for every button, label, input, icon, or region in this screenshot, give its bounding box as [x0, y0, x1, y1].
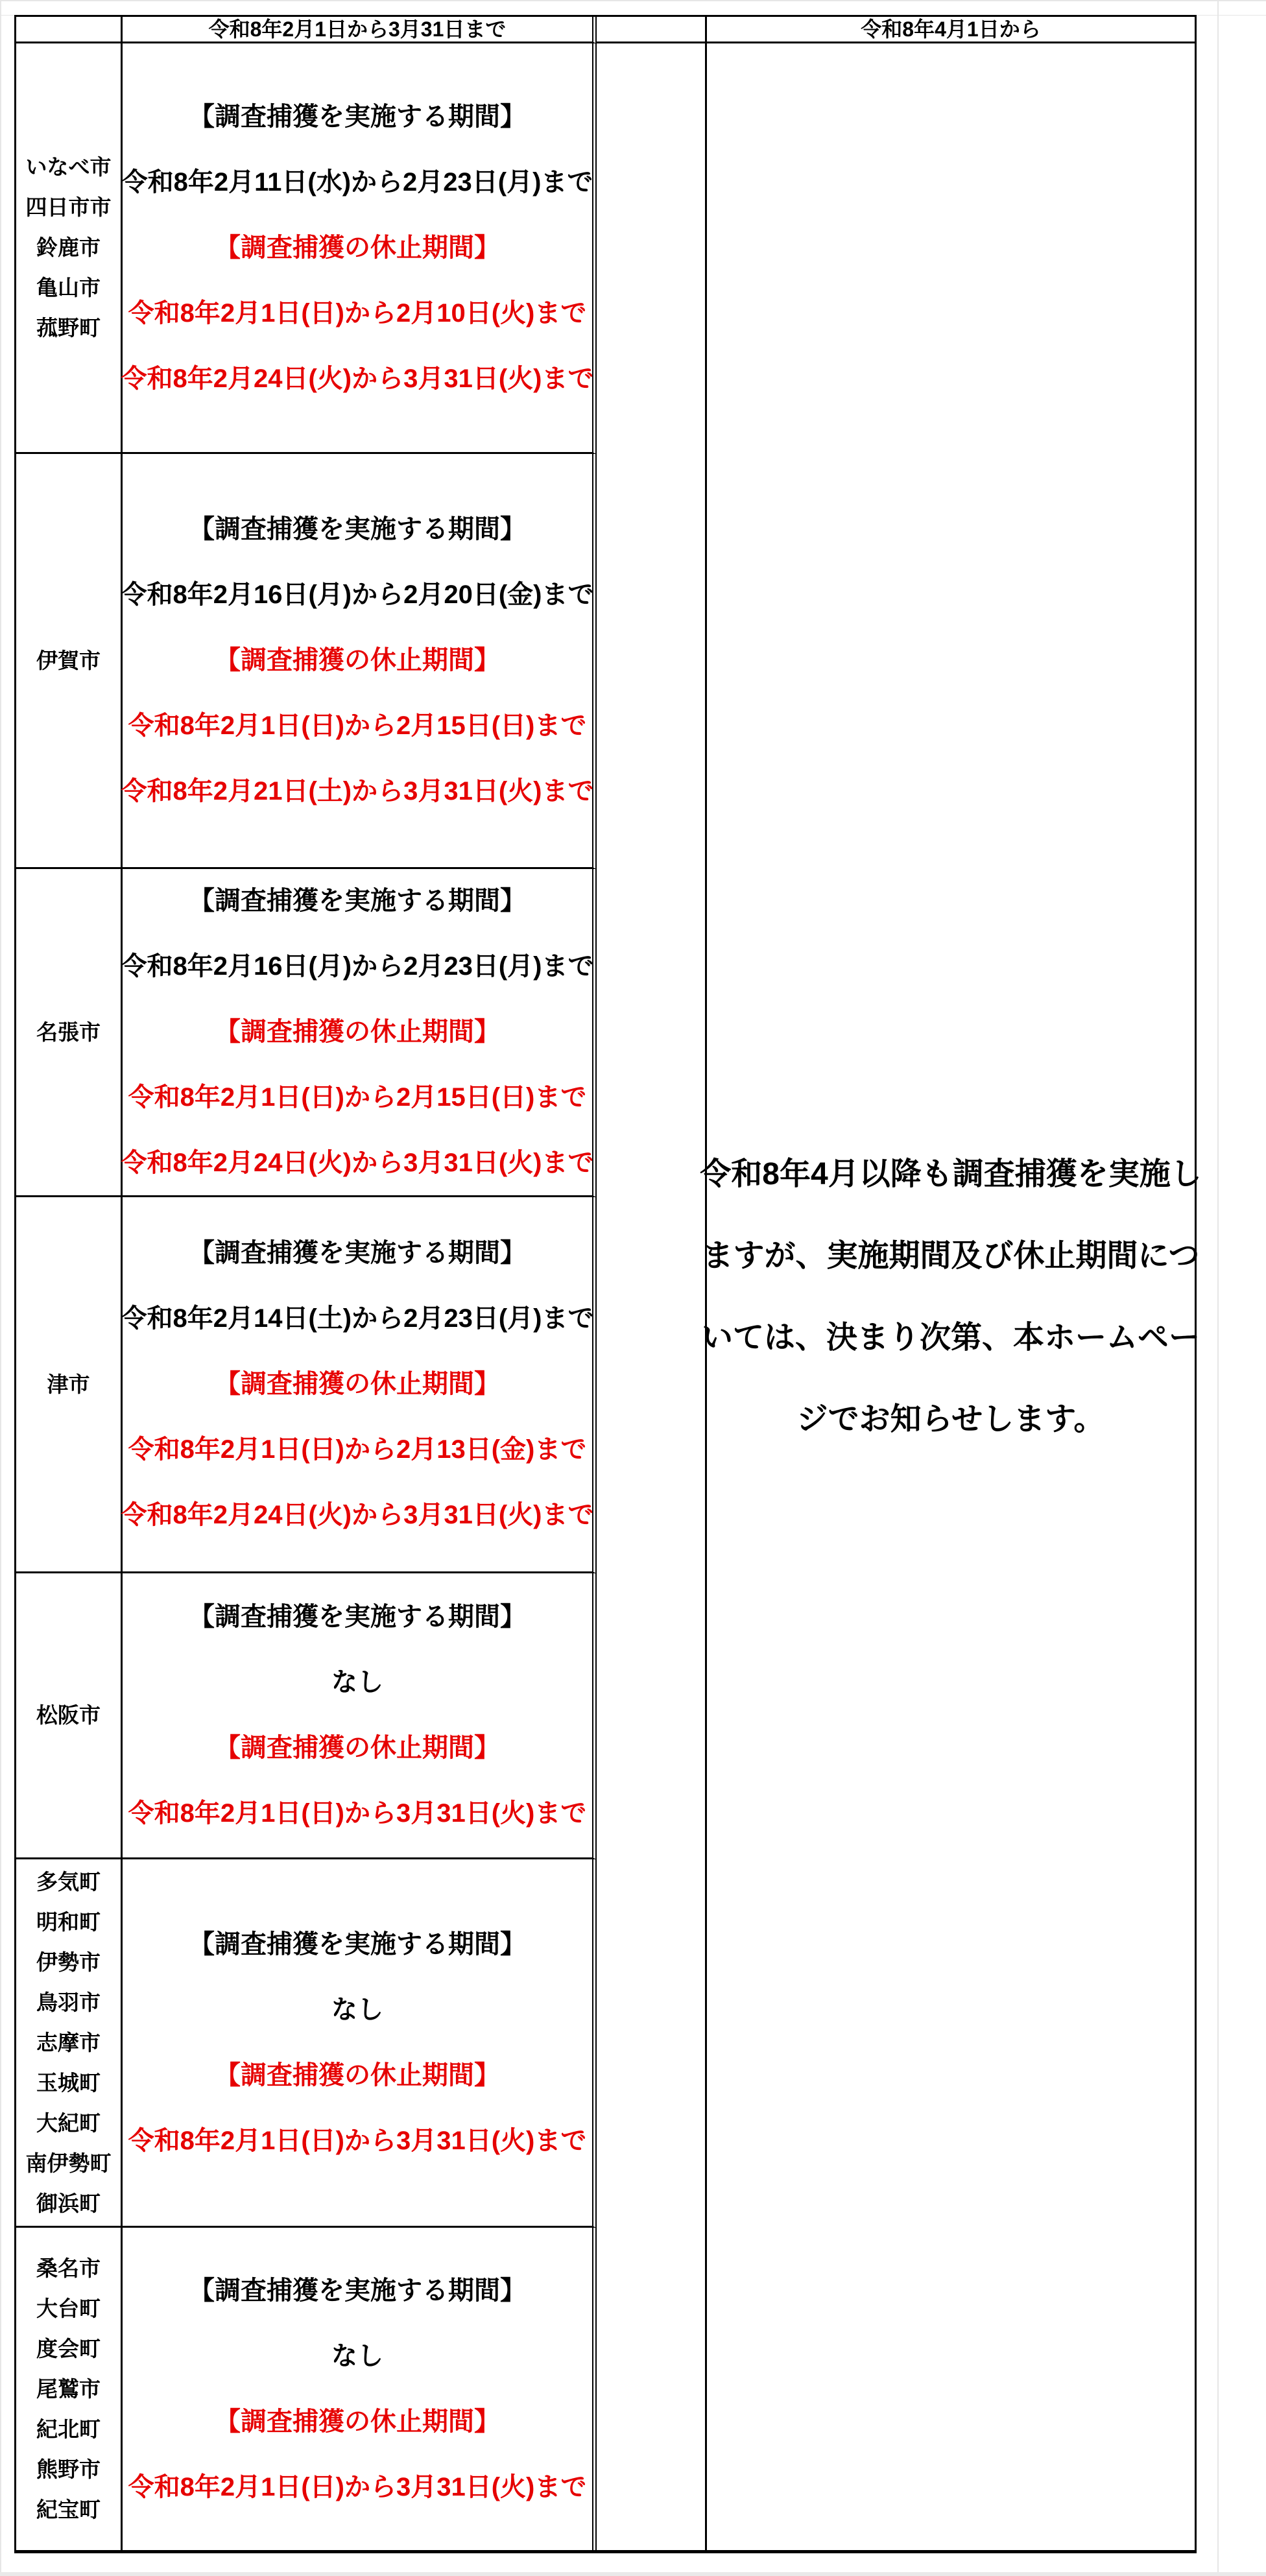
municipality-name: 大台町 [36, 2296, 101, 2320]
notice-line: 令和8年4月以降も調査捕獲を実施し [700, 1156, 1202, 1191]
municipality-name: 鳥羽市 [36, 1990, 101, 2014]
municipality-cell [16, 869, 123, 1197]
suspension-heading: 【調査捕獲の休止期間】 [215, 2060, 500, 2090]
notice-cell [700, 43, 1202, 2550]
period-cell [123, 454, 597, 869]
capture-heading: 【調査捕獲を実施する期間】 [189, 1929, 526, 1959]
suspension-heading: 【調査捕獲の休止期間】 [215, 1018, 500, 1046]
suspension-heading: 【調査捕獲の休止期間】 [215, 1370, 500, 1398]
header-spacer [597, 17, 707, 43]
page-top-edge-line [0, 0, 1266, 1]
header-from-april [707, 17, 1195, 43]
capture-period: なし [331, 1668, 383, 1697]
suspension-heading: 【調査捕獲の休止期間】 [215, 646, 500, 674]
municipality-name: 多気町 [36, 1869, 101, 1894]
municipality-name: 明和町 [36, 1909, 101, 1934]
suspension-period: 令和8年2月1日(日)から2月15日(日)まで [128, 1083, 587, 1112]
period-cell [123, 2228, 597, 2550]
header-from-april-label: 令和8年4月1日から [861, 18, 1041, 41]
period-cell [123, 1197, 597, 1573]
municipality-name: 大紀町 [36, 2110, 101, 2135]
header-period-feb-mar [123, 17, 597, 43]
capture-heading: 【調査捕獲を実施する期間】 [189, 515, 526, 543]
municipality-name: 鈴鹿市 [36, 235, 101, 259]
suspension-heading: 【調査捕獲の休止期間】 [215, 1734, 500, 1762]
period-cell [123, 43, 597, 454]
municipality-name: 四日市市 [25, 195, 112, 219]
page-left-edge-line [0, 0, 1, 2576]
municipality-name: 尾鷲市 [36, 2376, 101, 2401]
period-cell [123, 1573, 597, 1859]
suspension-period: 令和8年2月1日(日)から2月10日(火)まで [128, 298, 587, 328]
suspension-heading: 【調査捕獲の休止期間】 [215, 233, 500, 262]
period-cell [123, 869, 597, 1197]
municipality-name: 南伊勢町 [25, 2151, 112, 2175]
municipality-name: 松阪市 [36, 1703, 101, 1727]
municipality-name: 紀北町 [36, 2416, 101, 2441]
period-cell [123, 1859, 597, 2228]
header-municipality [16, 17, 123, 43]
municipality-name: 亀山市 [36, 276, 101, 300]
capture-period: 令和8年2月16日(月)から2月23日(月)まで [121, 952, 594, 981]
page-bottom-edge-strip [0, 2572, 1266, 2576]
suspension-period: 令和8年2月1日(日)から3月31日(火)まで [128, 2472, 587, 2501]
suspension-period: 令和8年2月24日(火)から3月31日(火)まで [121, 364, 594, 393]
suspension-period: 令和8年2月1日(日)から3月31日(火)まで [128, 1799, 587, 1828]
municipality-name: 名張市 [36, 1020, 101, 1044]
municipality-name: 玉城町 [36, 2070, 101, 2095]
suspension-period: 令和8年2月1日(日)から3月31日(火)まで [128, 2126, 587, 2155]
municipality-cell [16, 1859, 123, 2228]
notice-line: ますが、実施期間及び休止期間につ [702, 1238, 1200, 1273]
spacer-cell [597, 43, 707, 2550]
municipality-name: いなべ市 [25, 155, 112, 179]
suspension-period: 令和8年2月1日(日)から2月13日(金)まで [128, 1435, 587, 1464]
notice-line: ジでお知らせします。 [796, 1401, 1105, 1437]
capture-heading: 【調査捕獲を実施する期間】 [189, 2276, 526, 2305]
municipality-name: 御浜町 [36, 2191, 101, 2215]
municipality-cell [16, 1573, 123, 1859]
faint-gridline-vertical [1217, 0, 1219, 2576]
suspension-period: 令和8年2月24日(火)から3月31日(火)まで [121, 1501, 594, 1529]
capture-heading: 【調査捕獲を実施する期間】 [189, 887, 526, 915]
municipality-cell [16, 43, 123, 454]
municipality-name: 度会町 [36, 2336, 101, 2361]
municipality-name: 紀宝町 [36, 2497, 101, 2522]
municipality-name: 熊野市 [36, 2457, 101, 2481]
municipality-name: 菰野町 [36, 316, 101, 340]
capture-period: 令和8年2月11日(水)から2月23日(月)まで [121, 167, 593, 197]
capture-period: 令和8年2月16日(月)から2月20日(金)まで [121, 580, 594, 609]
municipality-cell [16, 1197, 123, 1573]
header-period-feb-mar-label: 令和8年2月1日から3月31日まで [208, 18, 507, 41]
municipality-name: 桑名市 [36, 2256, 101, 2280]
municipality-name: 伊勢市 [36, 1950, 101, 1974]
capture-heading: 【調査捕獲を実施する期間】 [189, 1603, 526, 1631]
capture-heading: 【調査捕獲を実施する期間】 [189, 1239, 526, 1267]
municipality-cell [16, 454, 123, 869]
municipality-name: 伊賀市 [36, 648, 101, 673]
suspension-period: 令和8年2月24日(火)から3月31日(火)まで [121, 1149, 594, 1177]
capture-period: なし [331, 1995, 383, 2024]
municipality-name: 志摩市 [36, 2030, 101, 2055]
suspension-period: 令和8年2月1日(日)から2月15日(日)まで [128, 711, 587, 740]
notice-line: いては、決まり次第、本ホームペー [702, 1320, 1200, 1355]
capture-heading: 【調査捕獲を実施する期間】 [189, 102, 526, 131]
capture-period: なし [331, 2341, 383, 2370]
municipality-cell [16, 2228, 123, 2550]
suspension-heading: 【調査捕獲の休止期間】 [215, 2407, 500, 2436]
suspension-period: 令和8年2月21日(土)から3月31日(火)まで [121, 777, 594, 805]
capture-period: 令和8年2月14日(土)から2月23日(月)まで [121, 1304, 594, 1333]
municipality-name: 津市 [47, 1372, 90, 1396]
capture-schedule-table [14, 15, 1202, 2553]
